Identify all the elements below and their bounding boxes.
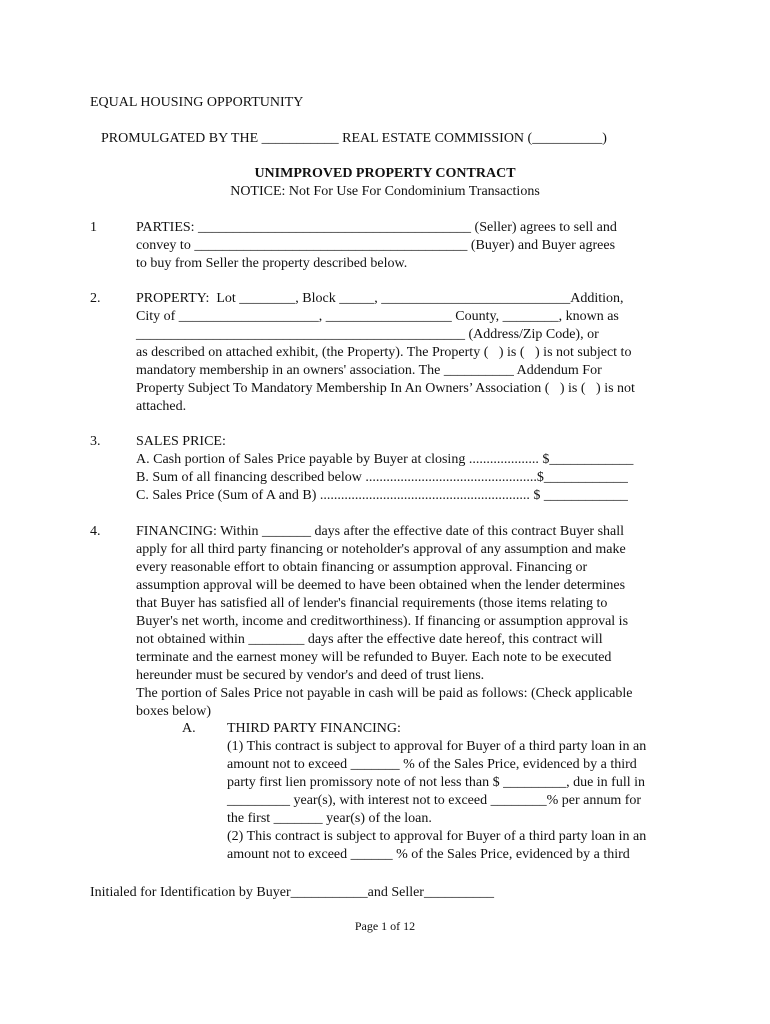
sales-price-heading: SALES PRICE: — [136, 434, 226, 449]
third-party-line-2: amount not to exceed _______ % of the Sales Price, evidenced by a third — [227, 757, 637, 772]
financing-line-7: not obtained within ________ days after the effective date hereof, this contract will — [136, 632, 603, 647]
parties-line-3: to buy from Seller the property described below. — [136, 256, 408, 271]
property-line-3: _______________________________________________ (Address/Zip Code), or — [136, 327, 599, 342]
property-line-2: City of ____________________, __________________ County, ________, known as — [136, 309, 619, 324]
financing-line-1: FINANCING: Within _______ days after the effective date of this contract Buyer shall — [136, 524, 625, 539]
financing-line-6: Buyer's net worth, income and creditworthiness). If financing or assumption approval is — [136, 614, 629, 629]
financing-line-5: that Buyer has satisfied all of lender's financial requirements (those items relating to — [136, 596, 608, 611]
financing-line-9: hereunder must be secured by vendor's and deed of trust liens. — [136, 668, 485, 683]
financing-line-2: apply for all third party financing or noteholder's approval of any assumption and make — [136, 542, 626, 557]
section-number-parties: 1 — [90, 220, 97, 235]
contract-title: UNIMPROVED PROPERTY CONTRACT — [254, 166, 516, 181]
third-party-line-4: _________ year(s), with interest not to exceed ________% per annum for — [227, 793, 642, 808]
parties-line-2: convey to _______________________________________ (Buyer) and Buyer agrees — [136, 238, 616, 253]
initials-line: Initialed for Identification by Buyer___________and Seller__________ — [90, 885, 494, 900]
financing-line-8: terminate and the earnest money will be refunded to Buyer. Each note to be executed — [136, 650, 612, 665]
sales-price-line-a: A. Cash portion of Sales Price payable by Buyer at closing .................... $____________ — [136, 452, 634, 467]
property-line-4: as described on attached exhibit, (the Property). The Property ( ) is ( ) is not subject to — [136, 345, 632, 360]
promulgated-line: PROMULGATED BY THE ___________ REAL ESTATE COMMISSION (__________) — [101, 131, 607, 146]
page-number: Page 1 of 12 — [354, 919, 416, 933]
third-party-line-5: the first _______ year(s) of the loan. — [227, 811, 432, 826]
property-line-6: Property Subject To Mandatory Membership In An Owners’ Association ( ) is ( ) is not — [136, 381, 635, 396]
financing-line-3: every reasonable effort to obtain financing or assumption approval. Financing or — [136, 560, 588, 575]
third-party-financing-heading: THIRD PARTY FINANCING: — [227, 721, 401, 736]
notice-line: NOTICE: Not For Use For Condominium Transactions — [230, 184, 540, 199]
third-party-line-1: (1) This contract is subject to approval for Buyer of a third party loan in an — [227, 739, 647, 754]
equal-housing-heading: EQUAL HOUSING OPPORTUNITY — [90, 95, 304, 110]
section-number-property: 2. — [90, 291, 101, 306]
third-party-line-7: amount not to exceed ______ % of the Sales Price, evidenced by a third — [227, 847, 630, 862]
sales-price-line-b: B. Sum of all financing described below .................................................$____________ — [136, 470, 628, 485]
parties-line-1: PARTIES: _______________________________________ (Seller) agrees to sell and — [136, 220, 617, 235]
sales-price-line-c: C. Sales Price (Sum of A and B) ............................................................ $ ____________ — [136, 488, 628, 503]
section-number-sales-price: 3. — [90, 434, 101, 449]
subsection-label-a: A. — [182, 721, 196, 736]
financing-line-4: assumption approval will be deemed to have been obtained when the lender determines — [136, 578, 626, 593]
third-party-line-3: party first lien promissory note of not less than $ _________, due in full in — [227, 775, 646, 790]
property-line-5: mandatory membership in an owners' association. The __________ Addendum For — [136, 363, 602, 378]
property-line-7: attached. — [136, 399, 187, 414]
section-number-financing: 4. — [90, 524, 101, 539]
third-party-line-6: (2) This contract is subject to approval for Buyer of a third party loan in an — [227, 829, 647, 844]
property-line-1: PROPERTY: Lot ________, Block _____, ___________________________Addition, — [136, 291, 624, 306]
financing-line-11: boxes below) — [136, 704, 212, 719]
financing-line-10: The portion of Sales Price not payable in cash will be paid as follows: (Check applicable — [136, 686, 633, 701]
